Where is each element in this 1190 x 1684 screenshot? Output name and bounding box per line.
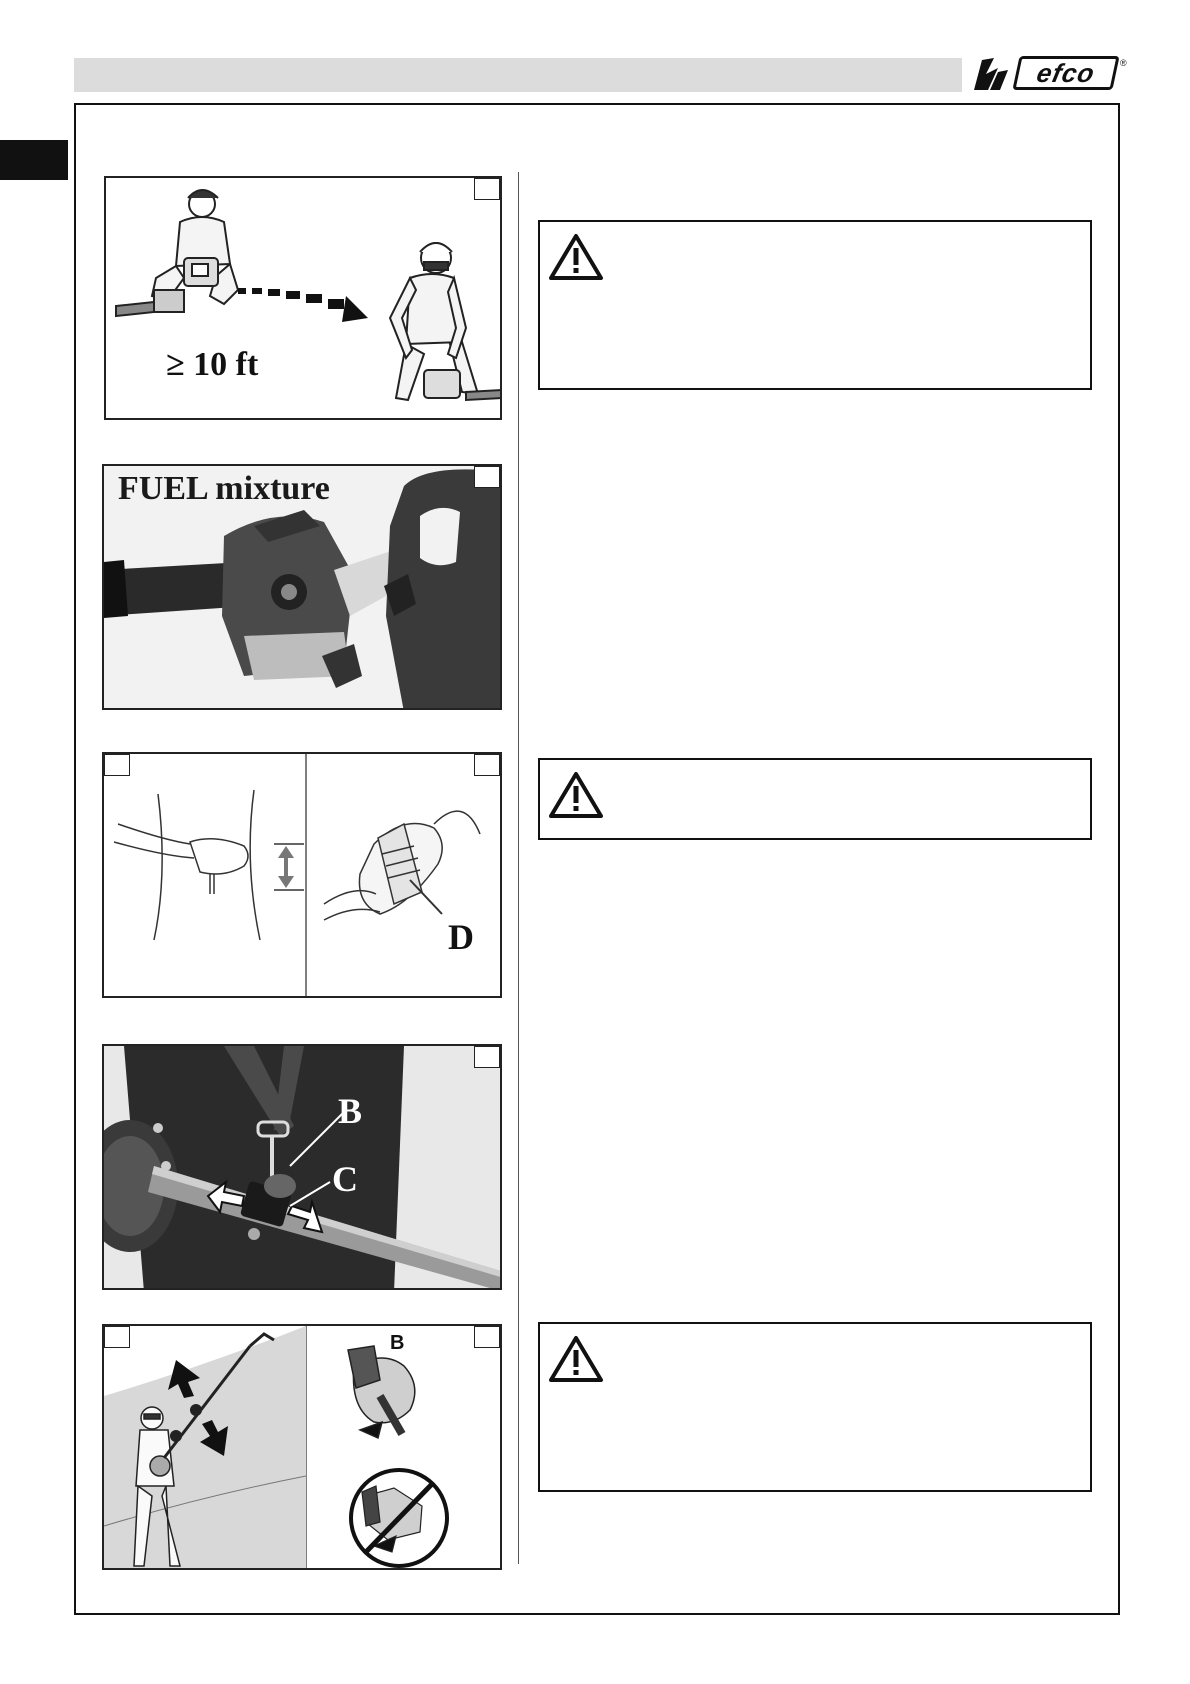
distance-label: ≥ 10 ft (166, 346, 259, 383)
figure-number-box (104, 1326, 130, 1348)
figure-number-box (474, 754, 500, 776)
header-bar (74, 58, 962, 92)
working-position-illustration (104, 1326, 502, 1570)
label-b: B (338, 1091, 363, 1131)
figure-number-box (104, 754, 130, 776)
figure-number-box (474, 178, 500, 200)
warning-triangle-icon (548, 232, 604, 282)
label-b: B (390, 1332, 405, 1354)
figure-number-box (474, 1326, 500, 1348)
registered-mark: ® (1120, 58, 1127, 68)
label-d: D (448, 917, 474, 957)
figure-working-position (102, 1324, 502, 1570)
section-tab (0, 140, 68, 180)
figure-shaft-hook (102, 1044, 502, 1290)
warning-triangle-icon (548, 1334, 604, 1384)
fuel-mixture-label: FUEL mixture (118, 470, 330, 507)
warning-triangle-icon (548, 770, 604, 820)
label-c: C (332, 1159, 358, 1199)
figure-number-box (474, 1046, 500, 1068)
column-divider (518, 172, 519, 1564)
warning-box-2 (538, 758, 1092, 840)
efco-logo (968, 54, 1128, 96)
warning-box-1 (538, 220, 1092, 390)
warning-box-3 (538, 1322, 1092, 1492)
figure-refuel-distance (104, 176, 502, 420)
figure-fuel-mixture (102, 464, 502, 710)
harness-adjust-illustration (104, 754, 502, 998)
efco-wordmark: efco (1012, 56, 1119, 90)
figure-number-box (474, 466, 500, 488)
figure-harness-adjust (102, 752, 502, 998)
efco-leaf-mark-icon (968, 54, 1012, 94)
shaft-hook-photo (104, 1046, 502, 1290)
